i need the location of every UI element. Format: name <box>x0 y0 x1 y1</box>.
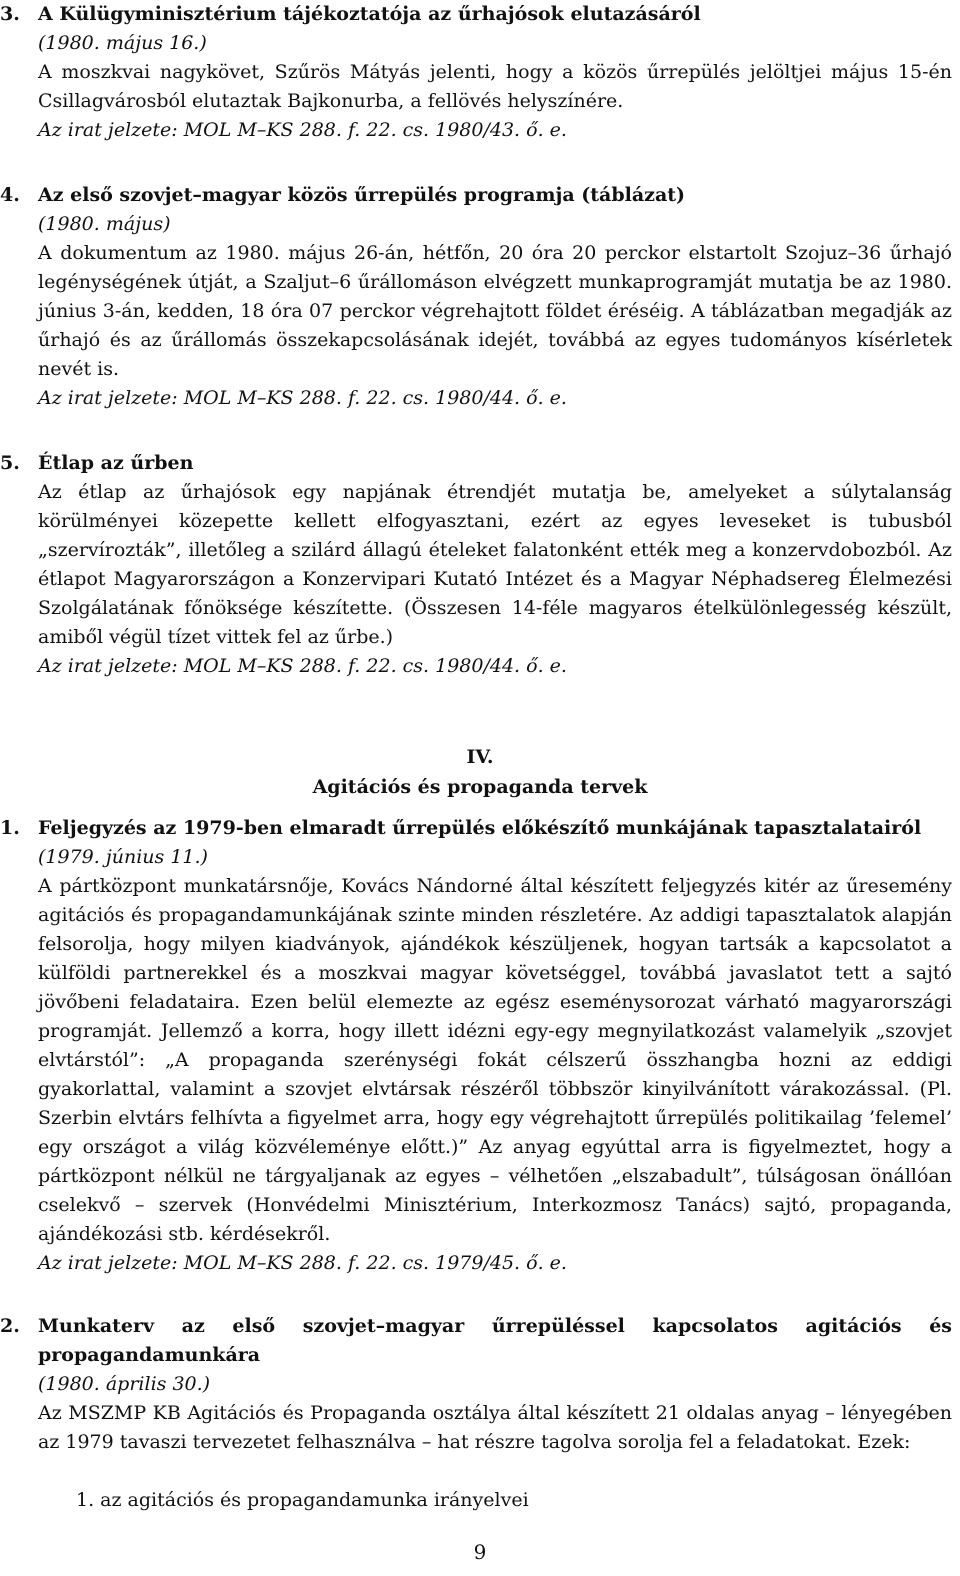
section-body: A pártközpont munkatársnője, Kovács Nándorné által készített feljegyzés kitér az űresemény agitációs és propagandamunkájának szinte minden részletére. Az addigi tapasztalatok alapján felsorolja, hogy milyen kiadványok, ajándékok készüljenek, hogyan tartsák a kapcsolatot a külföldi partnerekkel és a moszkvai magyar követséggel, továbbá javaslatot tett a sajtó jövőbeni feladataira. Ezen belül elemezte az egész eseménysorozat várható magyarországi programját. Jellemző a korra, hogy illett idézni egy-egy megnyilatkozást valamelyik „szovjet elvtárstól”: „A propaganda szerénységi fokát célszerű összhangba hozni az eddigi gyakorlattal, valamint a szovjet elvtársak részéről többször kinyilvánított várakozással. (Pl. Szerbin elvtárs felhívta a figyelmet arra, hogy egy végrehajtott űrrepülés politikailag ’felemel’ egy országot a világ közvéleménye előtt.)” Az anyag egyúttal arra is figyelmeztet, hogy a pártközpont nélkül ne tárgyaljanak az egyes – vélhetően „elszabadult”, túlságosan önállóan cselekvő – szervek (Honvédelmi Minisztérium, Interkozmosz Tanács) sajtó, propaganda, ajándékozási stb. kérdésekről. <box>38 875 952 1245</box>
list-item: 1. az agitációs és propagandamunka irányelvei <box>76 1489 529 1511</box>
section-title: Munkaterv az első szovjet–magyar űrrepüléssel kapcsolatos agitációs és propagandamunkára <box>38 1315 952 1366</box>
archive-reference: Az irat jelzete: MOL M–KS 288. f. 22. cs. 1980/44. ő. e. <box>38 655 567 677</box>
section-body: A dokumentum az 1980. május 26-án, hétfőn, 20 óra 20 perckor elstartolt Szojuz–36 űrhajó legénységének útját, a Szaljut–6 űrállomáson elvégzett munkaprogramját mutatja be az 1980. június 3-án, kedden, 18 óra 07 perckor végrehajtott földet éréséig. A táblázatban megadják az űrhajó és az űrállomás összekapcsolásának idejét, továbbá az egyes tudományos kísérletek nevét is. <box>38 242 952 380</box>
chapter-title: Agitációs és propaganda tervek <box>312 776 648 798</box>
section-date: (1980. május 16.) <box>38 32 207 54</box>
section-body: Az MSZMP KB Agitációs és Propaganda osztálya által készített 21 oldalas anyag – lényegében az 1979 tavaszi tervezetet felhasználva – hat részre tagolva sorolja fel a feladatokat. Ezek: <box>38 1402 952 1453</box>
chapter-numeral: IV. <box>466 746 494 768</box>
section-date: (1979. június 11.) <box>38 846 208 868</box>
section-title: Az első szovjet–magyar közös űrrepülés programja (táblázat) <box>38 184 686 206</box>
archive-reference: Az irat jelzete: MOL M–KS 288. f. 22. cs. 1980/44. ő. e. <box>38 387 567 409</box>
section-body: A moszkvai nagykövet, Szűrös Mátyás jelenti, hogy a közös űrrepülés jelöltjei május 15-én Csillagvárosból elutaztak Bajkonurba, a fellövés helyszínére. <box>38 61 952 112</box>
section-number: 1. <box>0 817 20 839</box>
archive-reference: Az irat jelzete: MOL M–KS 288. f. 22. cs. 1979/45. ő. e. <box>38 1252 567 1274</box>
chapter-section-1 <box>0 814 952 1278</box>
page-number: 9 <box>473 1540 487 1564</box>
section-body: Az étlap az űrhajósok egy napjának étrendjét mutatja be, amelyeket a súlytalanság körülményei közepette kellett elfogyasztani, ezért az egyes leveseket is tubusból „szervírozták”, illetőleg a szilárd állagú ételeket falatonként ették meg a konzervdobozból. Az étlapot Magyarországon a Konzervipari Kutató Intézet és a Magyar Néphadsereg Élelmezési Szolgálatának főnöksége készítette. (Összesen 14-féle magyaros ételkülönlegesség készült, amiből végül tízet vittek fel az űrbe.) <box>38 481 952 648</box>
archive-reference: Az irat jelzete: MOL M–KS 288. f. 22. cs. 1980/43. ő. e. <box>38 119 567 141</box>
section-number: 2. <box>0 1315 20 1337</box>
section-3 <box>0 0 952 145</box>
section-number: 4. <box>0 184 20 206</box>
section-title: Étlap az űrben <box>38 452 194 474</box>
section-4 <box>0 181 952 413</box>
section-title: A Külügyminisztérium tájékoztatója az űrhajósok elutazásáról <box>38 3 701 25</box>
section-date: (1980. április 30.) <box>38 1373 211 1395</box>
section-date: (1980. május) <box>38 213 171 235</box>
section-number: 3. <box>0 3 20 25</box>
section-5 <box>0 449 952 681</box>
section-title: Feljegyzés az 1979-ben elmaradt űrrepülés előkészítő munkájának tapasztalatairól <box>38 817 922 839</box>
section-number: 5. <box>0 452 20 474</box>
chapter-section-2 <box>0 1312 952 1457</box>
